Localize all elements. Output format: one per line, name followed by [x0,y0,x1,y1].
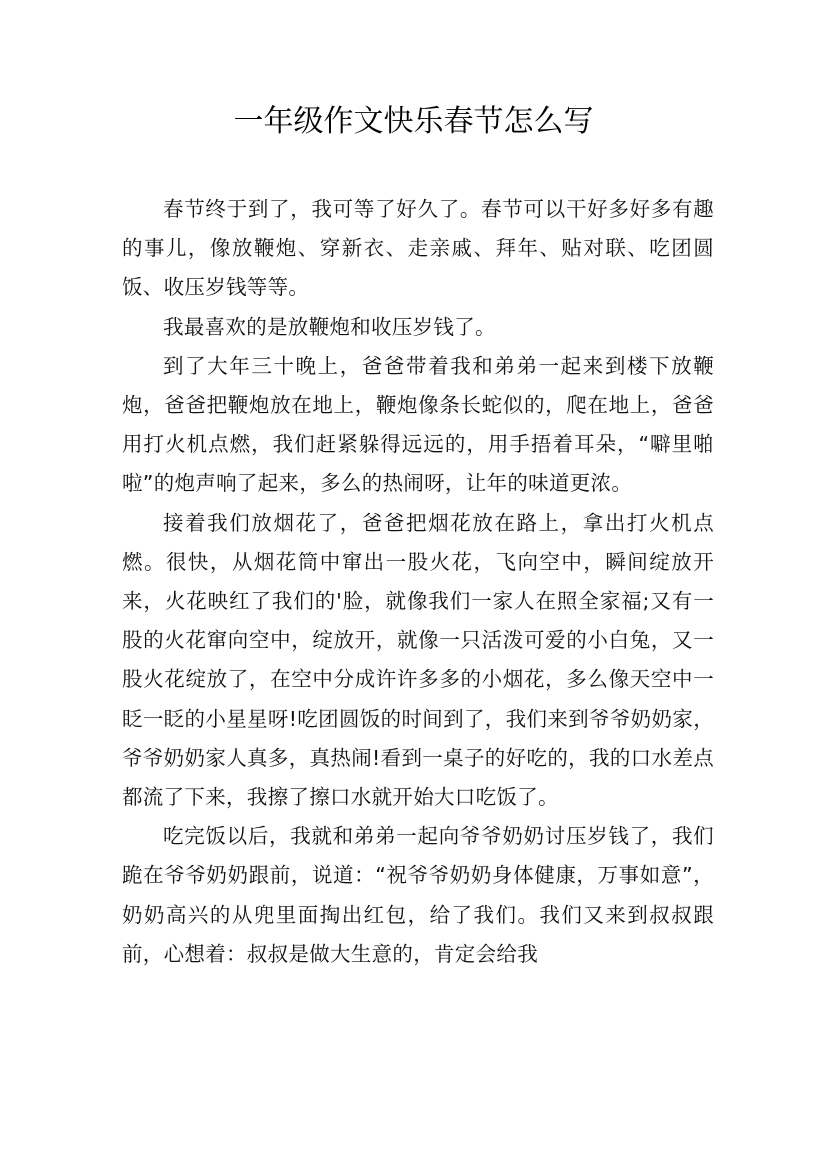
paragraph-4: 接着我们放烟花了，爸爸把烟花放在路上，拿出打火机点燃。很快，从烟花筒中窜出一股火花，飞向空中，瞬间绽放开来，火花映红了我们的'脸，就像我们一家人在照全家福;又有一股的火花窜向空中，绽放开，就像一只活泼可爱的小白兔，又一股火花绽放了，在空中分成许许多多的小烟花，多么像天空中一眨一眨的小星星呀!吃团圆饭的时间到了，我们来到爷爷奶奶家，爷爷奶奶家人真多，真热闹!看到一桌子的好吃的，我的口水差点都流了下来，我擦了擦口水就开始大口吃饭了。 [122,510,714,810]
paragraph-5: 吃完饭以后，我就和弟弟一起向爷爷奶奶讨压岁钱了，我们跪在爷爷奶奶跟前，说道：“祝爷爷奶奶身体健康，万事如意”，奶奶高兴的从兜里面掏出红包，给了我们。我们又来到叔叔跟前，心想着：叔叔是做大生意的，肯定会给我 [122,824,714,966]
document-title: 一年级作文快乐春节怎么写 [233,104,594,139]
paragraph-3: 到了大年三十晚上，爸爸带着我和弟弟一起来到楼下放鞭炮，爸爸把鞭炮放在地上，鞭炮像条长蛇似的，爬在地上，爸爸用打火机点燃，我们赶紧躲得远远的，用手捂着耳朵，“噼里啪啦”的炮声响了起来，多么的热闹呀，让年的味道更浓。 [122,353,714,496]
document-body [122,190,714,974]
paragraph-1: 春节终于到了，我可等了好久了。春节可以干好多好多有趣的事儿，像放鞭炮、穿新衣、走亲戚、拜年、贴对联、吃团圆饭、收压岁钱等等。 [122,197,714,300]
paragraph-2: 我最喜欢的是放鞭炮和收压岁钱了。 [163,314,496,339]
